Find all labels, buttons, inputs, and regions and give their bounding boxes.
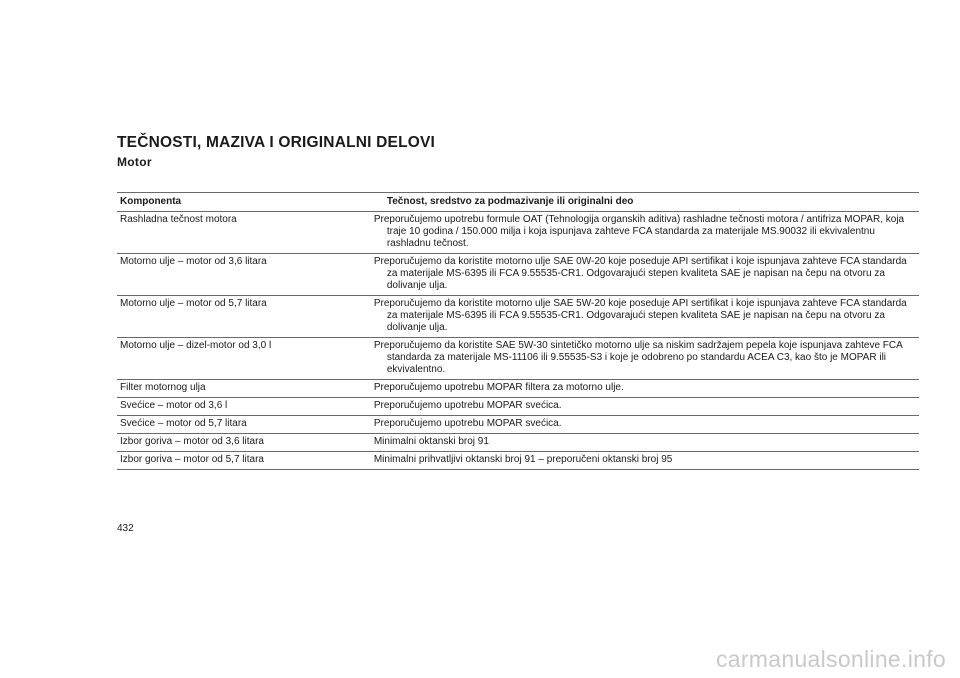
watermark: carmanualsonline.info <box>715 646 946 672</box>
row-component: Motorno ulje – dizel-motor od 3,0 l <box>117 338 384 380</box>
row-spec: Minimalni oktanski broj 91 <box>384 434 919 452</box>
table-row <box>117 416 919 434</box>
row-spec: Preporučujemo da koristite motorno ulje SAE 5W-20 koje poseduje API sertifikat i koje ispunjava zahteve FCA standarda za materijale MS-6395 ili FCA 9.55535-CR1. Odgovarajući stepen kvaliteta SAE je napisan na čepu na otvoru za dolivanje ulja. <box>384 296 919 338</box>
fluids-table <box>117 192 919 470</box>
page-number: 432 <box>117 523 134 534</box>
row-component: Svećice – motor od 3,6 l <box>117 398 384 416</box>
column-header-component: Komponenta <box>117 193 384 212</box>
row-spec: Minimalni prihvatljivi oktanski broj 91 – preporučeni oktanski broj 95 <box>384 452 919 470</box>
table-row <box>117 398 919 416</box>
table-row <box>117 380 919 398</box>
row-component: Svećice – motor od 5,7 litara <box>117 416 384 434</box>
table-row <box>117 338 919 380</box>
row-spec: Preporučujemo da koristite motorno ulje SAE 0W-20 koje poseduje API sertifikat i koje ispunjava zahteve FCA standarda za materijale MS-6395 ili FCA 9.55535-CR1. Odgovarajući stepen kvaliteta SAE je napisan na čepu na otvoru za dolivanje ulja. <box>384 254 919 296</box>
row-spec: Preporučujemo upotrebu formule OAT (Tehnologija organskih aditiva) rashladne tečnosti motora / antifriza MOPAR, koja traje 10 godina / 150.000 milja i koja ispunjava zahteve FCA standarda za materijale MS.90032 ili ekvivalentnu rashladnu tečnost. <box>384 212 919 254</box>
table-row <box>117 296 919 338</box>
column-header-spec: Tečnost, sredstvo za podmazivanje ili originalni deo <box>384 193 919 212</box>
table-row <box>117 212 919 254</box>
table-header-row <box>117 193 919 212</box>
row-spec: Preporučujemo da koristite SAE 5W-30 sintetičko motorno ulje sa niskim sadržajem pepela koje ispunjava zahteve FCA standarda za materijale MS-11106 ili 9.55535-S3 i koje je odobreno po standardu ACEA C3, kao što je MOPAR ili ekvivalentno. <box>384 338 919 380</box>
row-component: Motorno ulje – motor od 5,7 litara <box>117 296 384 338</box>
row-component: Filter motornog ulja <box>117 380 384 398</box>
row-component: Izbor goriva – motor od 3,6 litara <box>117 434 384 452</box>
table-row <box>117 434 919 452</box>
page-title: TEČNOSTI, MAZIVA I ORIGINALNI DELOVI <box>117 134 436 151</box>
row-component: Izbor goriva – motor od 5,7 litara <box>117 452 384 470</box>
row-component: Rashladna tečnost motora <box>117 212 384 254</box>
row-spec: Preporučujemo upotrebu MOPAR svećica. <box>384 398 919 416</box>
row-spec: Preporučujemo upotrebu MOPAR svećica. <box>384 416 919 434</box>
table-row <box>117 254 919 296</box>
section-title: Motor <box>117 155 152 169</box>
row-component: Motorno ulje – motor od 3,6 litara <box>117 254 384 296</box>
table-row <box>117 452 919 470</box>
row-spec: Preporučujemo upotrebu MOPAR filtera za motorno ulje. <box>384 380 919 398</box>
